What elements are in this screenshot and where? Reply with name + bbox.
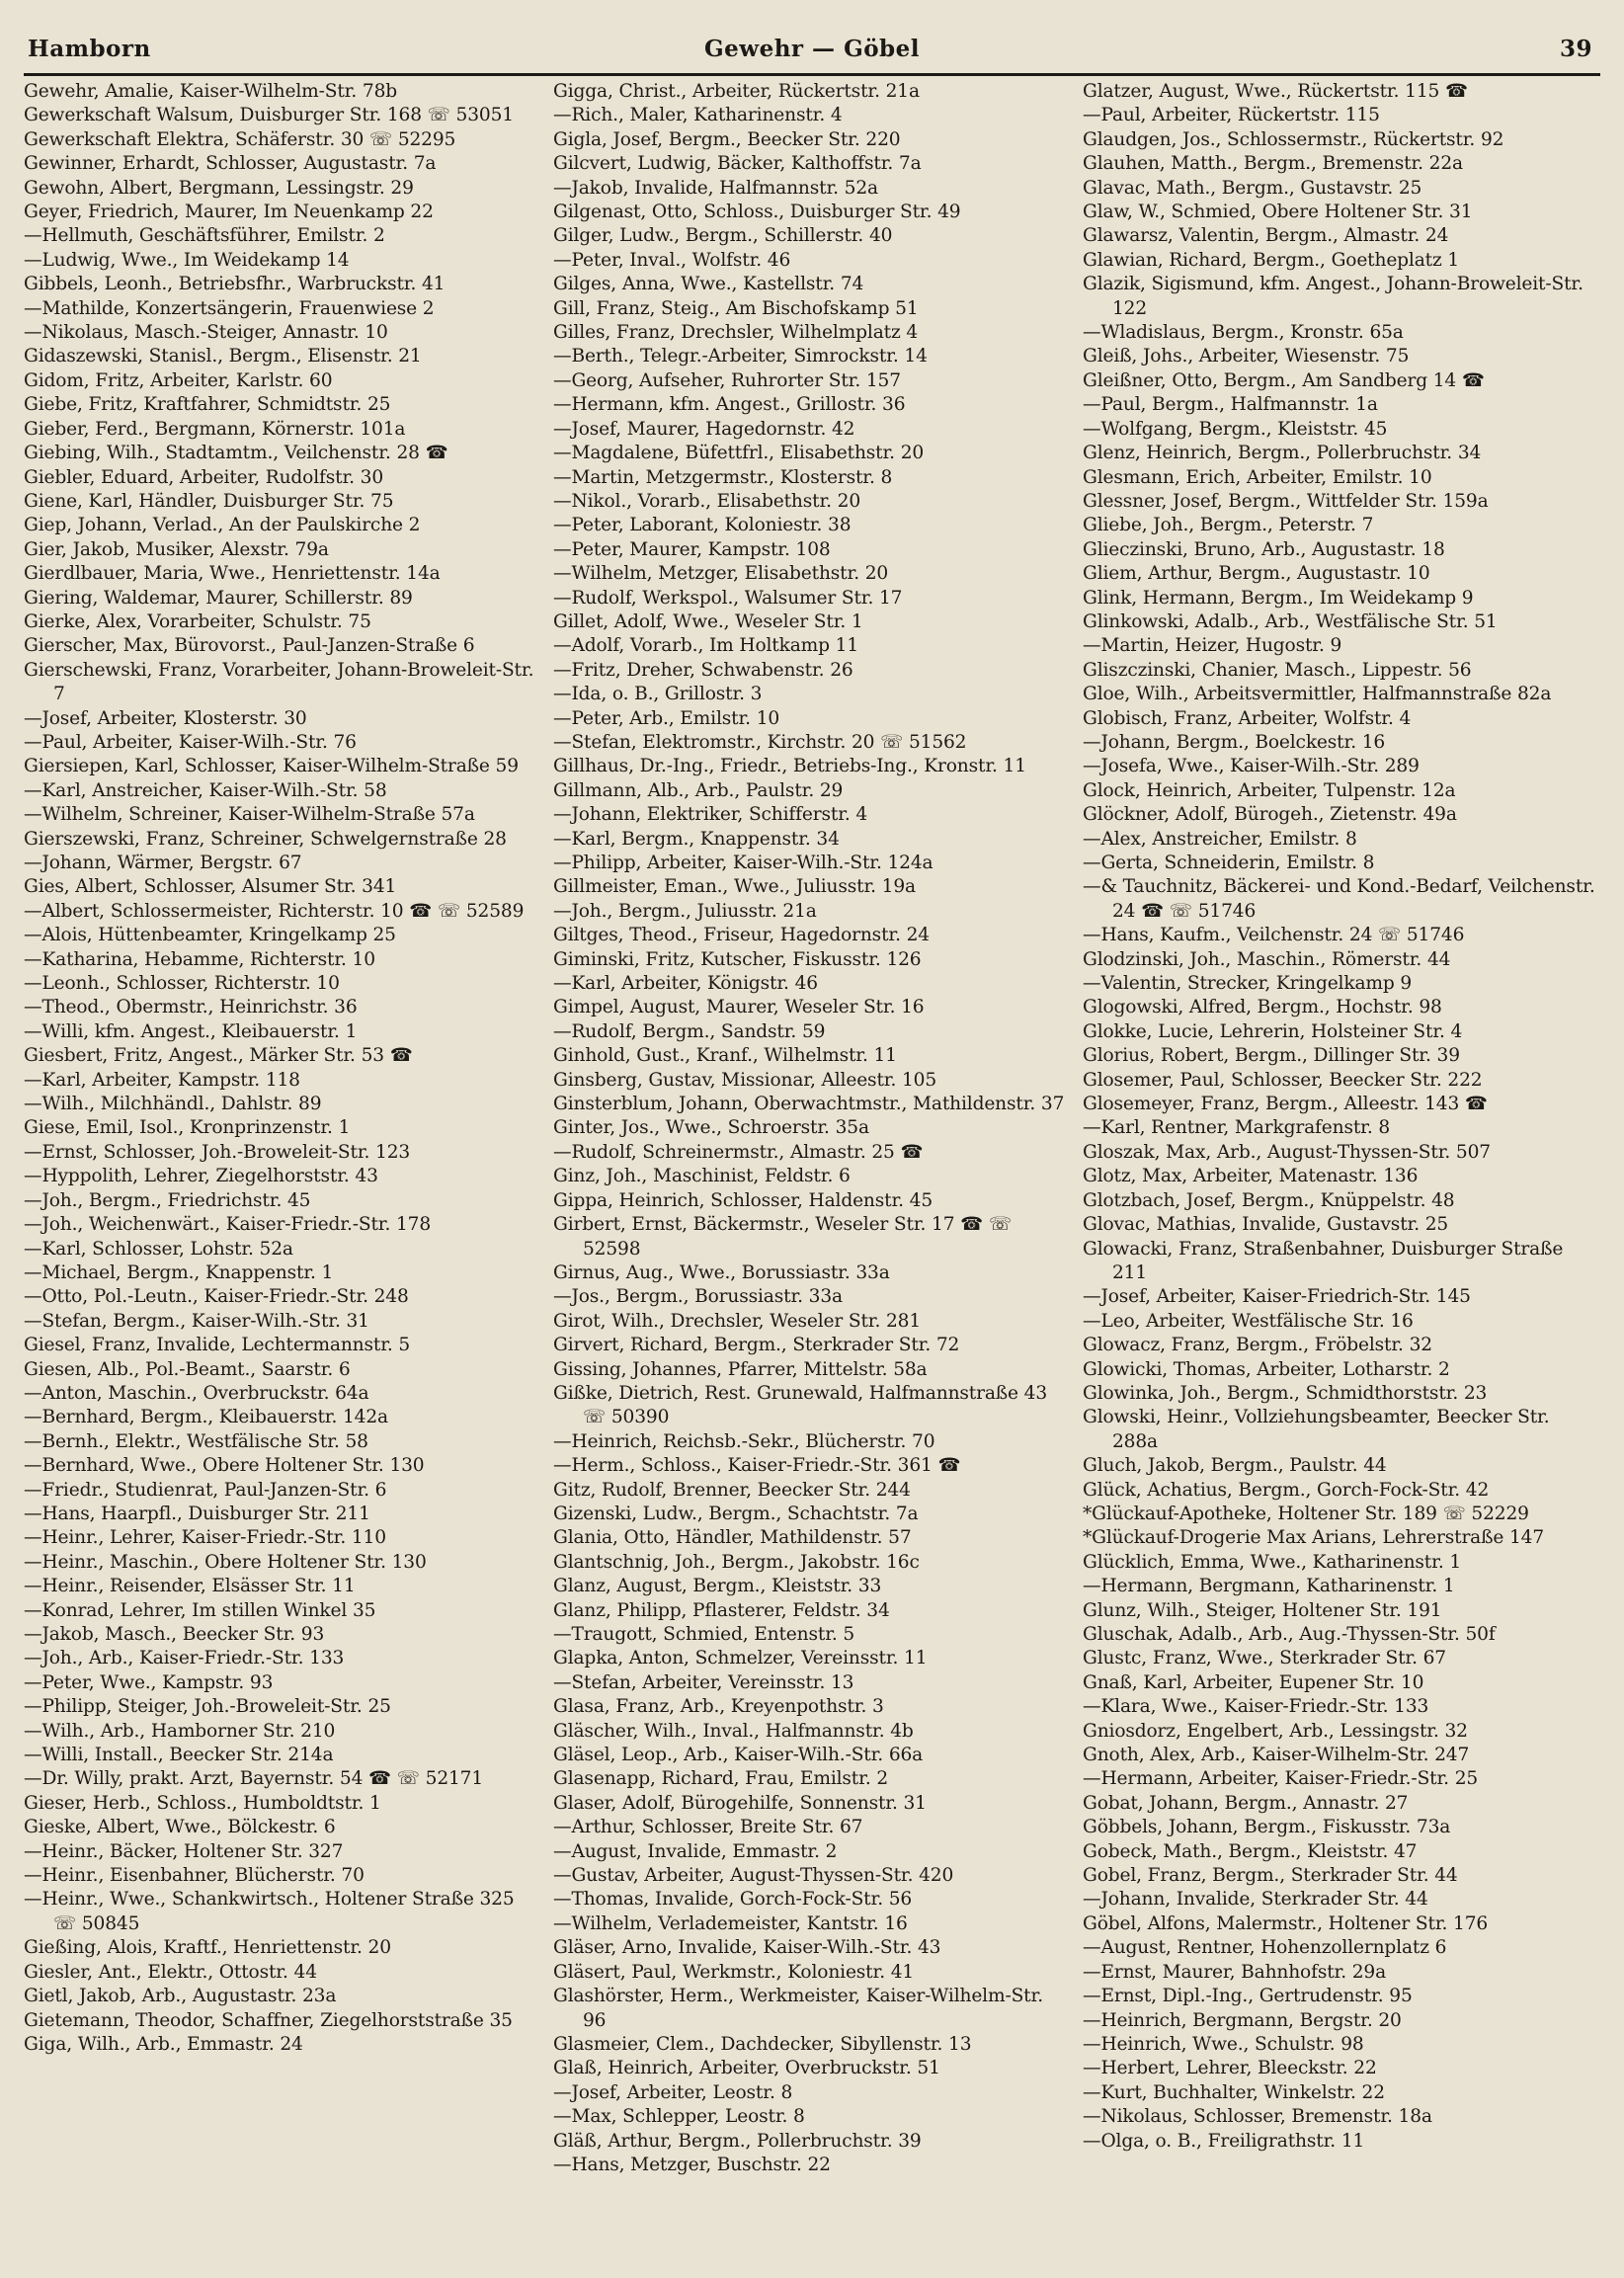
directory-entry: —Bernh., Elektr., Westfälische Str. 58 bbox=[24, 1430, 368, 1452]
directory-entry: —Peter, Maurer, Kampstr. 108 bbox=[553, 538, 831, 560]
directory-entry: Gliszczinski, Chanier, Masch., Lippestr. 56 bbox=[1083, 659, 1472, 681]
directory-entry: Glöckner, Adolf, Bürogeh., Zietenstr. 49a bbox=[1083, 804, 1457, 826]
directory-entry: Gewehr, Amalie, Kaiser-Wilhelm-Str. 78b bbox=[24, 81, 398, 102]
directory-entry: —Berth., Telegr.-Arbeiter, Simrockstr. 14 bbox=[553, 346, 928, 367]
directory-entry: Gierszewski, Franz, Schreiner, Schwelgernstraße 28 bbox=[24, 828, 507, 850]
directory-entry: Giga, Wilh., Arb., Emmastr. 24 bbox=[24, 2033, 303, 2055]
directory-entry: Gleißner, Otto, Bergm., Am Sandberg 14 ☎ bbox=[1083, 369, 1485, 391]
directory-entry: Giesler, Ant., Elektr., Ottostr. 44 bbox=[24, 1961, 317, 1983]
directory-entry: —Josef, Maurer, Hagedornstr. 42 bbox=[553, 418, 855, 440]
directory-entry: —Georg, Aufseher, Ruhrorter Str. 157 bbox=[553, 369, 901, 391]
directory-entry: Giebing, Wilh., Stadtamtm., Veilchenstr. 28 ☎ bbox=[24, 443, 448, 464]
directory-entry: Gietemann, Theodor, Schaffner, Ziegelhorststraße 35 bbox=[24, 2009, 513, 2031]
directory-entry: Gidaszewski, Stanisl., Bergm., Elisenstr. 21 bbox=[24, 346, 422, 367]
directory-entry: Gnaß, Karl, Arbeiter, Eupener Str. 10 bbox=[1083, 1671, 1424, 1693]
directory-entry: Glieczinski, Bruno, Arb., Augustastr. 18 bbox=[1083, 538, 1445, 560]
directory-entry: Gießing, Alois, Kraftf., Henriettenstr. 20 bbox=[24, 1937, 391, 1959]
directory-entry: —Johann, Bergm., Boelckestr. 16 bbox=[1083, 731, 1386, 753]
directory-entry: —Johann, Invalide, Sterkrader Str. 44 bbox=[1083, 1889, 1428, 1911]
directory-entry: Glauhen, Matth., Bergm., Bremenstr. 22a bbox=[1083, 153, 1463, 175]
directory-entry: Glenz, Heinrich, Bergm., Pollerbruchstr. 34 bbox=[1083, 443, 1482, 464]
directory-entry: Girnus, Aug., Wwe., Borussiastr. 33a bbox=[553, 1261, 890, 1283]
directory-entry: —Jakob, Invalide, Halfmannstr. 52a bbox=[553, 177, 878, 199]
directory-entry: Glashörster, Herm., Werkmeister, Kaiser-Wilhelm-Str. 96 bbox=[553, 1986, 1043, 2031]
directory-entry: —Wilhelm, Schreiner, Kaiser-Wilhelm-Straße 57a bbox=[24, 804, 475, 826]
directory-entry: Gloe, Wilh., Arbeitsvermittler, Halfmannstraße 82a bbox=[1083, 684, 1552, 705]
directory-entry: Glanz, August, Bergm., Kleiststr. 33 bbox=[553, 1576, 882, 1597]
directory-entry: Glokke, Lucie, Lehrerin, Holsteiner Str. 4 bbox=[1083, 1020, 1463, 1042]
directory-entry: Giep, Johann, Verlad., An der Paulskirche 2 bbox=[24, 515, 421, 536]
directory-entry: —Heinrich, Bergmann, Bergstr. 20 bbox=[1083, 2009, 1402, 2031]
directory-entry: Gläß, Arthur, Bergm., Pollerbruchstr. 39 bbox=[553, 2130, 922, 2152]
directory-entry: Glosemeyer, Franz, Bergm., Alleestr. 143 ☎ bbox=[1083, 1094, 1488, 1115]
directory-entry: Gläsert, Paul, Werkmstr., Koloniestr. 41 bbox=[553, 1961, 915, 1983]
directory-entry: Göbel, Alfons, Malermstr., Holtener Str. 176 bbox=[1083, 1912, 1489, 1934]
directory-entry: —Josef, Arbeiter, Kaiser-Friedrich-Str. 145 bbox=[1083, 1286, 1471, 1308]
directory-entry: —Herbert, Lehrer, Bleeckstr. 22 bbox=[1083, 2058, 1377, 2079]
directory-entry: Gläscher, Wilh., Inval., Halfmannstr. 4b bbox=[553, 1720, 914, 1742]
directory-entry: Glavac, Math., Bergm., Gustavstr. 25 bbox=[1083, 177, 1422, 199]
directory-entry: —Joh., Bergm., Juliusstr. 21a bbox=[553, 900, 817, 922]
directory-entry: Gilgenast, Otto, Schloss., Duisburger Str. 49 bbox=[553, 202, 961, 223]
directory-entry: Gibbels, Leonh., Betriebsfhr., Warbruckstr. 41 bbox=[24, 274, 446, 295]
directory-entry: Glücklich, Emma, Wwe., Katharinenstr. 1 bbox=[1083, 1551, 1462, 1573]
directory-entry: —Johann, Wärmer, Bergstr. 67 bbox=[24, 853, 302, 873]
directory-entry: —Arthur, Schlosser, Breite Str. 67 bbox=[553, 1817, 863, 1838]
directory-entry: —Mathilde, Konzertsängerin, Frauenwiese 2 bbox=[24, 297, 435, 319]
column-1 bbox=[24, 80, 541, 2177]
directory-entry: Ginter, Jos., Wwe., Schroerstr. 35a bbox=[553, 1117, 869, 1139]
directory-entry: —Josefa, Wwe., Kaiser-Wilh.-Str. 289 bbox=[1083, 756, 1420, 777]
directory-entry: Glowinka, Joh., Bergm., Schmidthorststr. 23 bbox=[1083, 1382, 1488, 1404]
directory-entry: Giesel, Franz, Invalide, Lechtermannstr. 5 bbox=[24, 1335, 411, 1356]
directory-entry: —Nikol., Vorarb., Elisabethstr. 20 bbox=[553, 490, 861, 512]
directory-entry: —Philipp, Steiger, Joh.-Broweleit-Str. 25 bbox=[24, 1696, 391, 1718]
directory-entry: —Klara, Wwe., Kaiser-Friedr.-Str. 133 bbox=[1083, 1696, 1429, 1718]
directory-entry: Glatzer, August, Wwe., Rückertstr. 115 ☎ bbox=[1083, 81, 1468, 102]
directory-entry: Gierke, Alex, Vorarbeiter, Schulstr. 75 bbox=[24, 610, 371, 632]
directory-entry: Glunz, Wilh., Steiger, Holtener Str. 191 bbox=[1083, 1599, 1442, 1621]
directory-entry: Göbbels, Johann, Bergm., Fiskusstr. 73a bbox=[1083, 1817, 1451, 1838]
directory-entry: —Paul, Arbeiter, Rückertstr. 115 bbox=[1083, 105, 1380, 126]
directory-entry: Gobeck, Math., Bergm., Kleiststr. 47 bbox=[1083, 1840, 1418, 1862]
directory-entry: Girot, Wilh., Drechsler, Weseler Str. 281 bbox=[553, 1310, 922, 1332]
directory-entry: —Karl, Anstreicher, Kaiser-Wilh.-Str. 58 bbox=[24, 779, 387, 801]
directory-entry: Gobel, Franz, Bergm., Sterkrader Str. 44 bbox=[1083, 1865, 1458, 1887]
directory-entry: Gillet, Adolf, Wwe., Weseler Str. 1 bbox=[553, 610, 863, 632]
directory-entry: Glessner, Josef, Bergm., Wittfelder Str. 159a bbox=[1083, 490, 1489, 512]
directory-entry: Gierscher, Max, Bürovorst., Paul-Janzen-Straße 6 bbox=[24, 635, 475, 657]
directory-entry: Ginsterblum, Johann, Oberwachtmstr., Mathildenstr. 37 bbox=[553, 1094, 1065, 1115]
directory-entry: —Nikolaus, Masch.-Steiger, Annastr. 10 bbox=[24, 322, 388, 344]
directory-entry: —Wilh., Arb., Hamborner Str. 210 bbox=[24, 1720, 336, 1742]
directory-entry: —Friedr., Studienrat, Paul-Janzen-Str. 6 bbox=[24, 1479, 387, 1501]
directory-entry: —& Tauchnitz, Bäckerei- und Kond.-Bedarf, Veilchenstr. 24 ☎ ☏ 51746 bbox=[1083, 876, 1595, 922]
directory-entry: Giese, Emil, Isol., Kronprinzenstr. 1 bbox=[24, 1117, 351, 1139]
directory-entry: —Theod., Obermstr., Heinrichstr. 36 bbox=[24, 997, 358, 1018]
column-2 bbox=[553, 80, 1071, 2177]
directory-entry: —Rich., Maler, Katharinenstr. 4 bbox=[553, 105, 843, 126]
directory-entry: Giltges, Theod., Friseur, Hagedornstr. 24 bbox=[553, 925, 930, 946]
directory-entry: *Glückauf-Drogerie Max Arians, Lehrerstraße 147 bbox=[1083, 1527, 1545, 1549]
directory-entry: —Hermann, Arbeiter, Kaiser-Friedr.-Str. 25 bbox=[1083, 1768, 1479, 1790]
directory-entry: —Wladislaus, Bergm., Kronstr. 65a bbox=[1083, 322, 1404, 344]
directory-entry: Geyer, Friedrich, Maurer, Im Neuenkamp 22 bbox=[24, 202, 434, 223]
directory-entry: —Joh., Arb., Kaiser-Friedr.-Str. 133 bbox=[24, 1648, 345, 1669]
directory-entry: —Ludwig, Wwe., Im Weidekamp 14 bbox=[24, 249, 350, 271]
directory-entry: Glaser, Adolf, Bürogehilfe, Sonnenstr. 31 bbox=[553, 1792, 927, 1814]
directory-entry: Gliem, Arthur, Bergm., Augustastr. 10 bbox=[1083, 563, 1430, 585]
directory-entry: —Valentin, Strecker, Kringelkamp 9 bbox=[1083, 973, 1413, 995]
directory-entry: Gieber, Ferd., Bergmann, Körnerstr. 101a bbox=[24, 418, 406, 440]
directory-entry: —Fritz, Dreher, Schwabenstr. 26 bbox=[553, 659, 853, 681]
directory-entry: —Alois, Hüttenbeamter, Kringelkamp 25 bbox=[24, 925, 396, 946]
directory-entry: —Heinrich, Wwe., Schulstr. 98 bbox=[1083, 2033, 1364, 2055]
directory-entry: —Leo, Arbeiter, Westfälische Str. 16 bbox=[1083, 1310, 1414, 1332]
directory-entry: —Adolf, Vorarb., Im Holtkamp 11 bbox=[553, 635, 859, 657]
directory-entry: Gißke, Dietrich, Rest. Grunewald, Halfmannstraße 43 ☏ 50390 bbox=[553, 1382, 1048, 1428]
directory-entry: —Stefan, Arbeiter, Vereinsstr. 13 bbox=[553, 1671, 854, 1693]
directory-entry: Glasenapp, Richard, Frau, Emilstr. 2 bbox=[553, 1768, 889, 1790]
directory-entry: —Karl, Arbeiter, Kampstr. 118 bbox=[24, 1069, 300, 1091]
directory-entry: —Jakob, Masch., Beecker Str. 93 bbox=[24, 1624, 325, 1645]
directory-entry: Gluch, Jakob, Bergm., Paulstr. 44 bbox=[1083, 1455, 1387, 1477]
directory-entry: —Wilhelm, Metzger, Elisabethstr. 20 bbox=[553, 563, 889, 585]
directory-entry: Glück, Achatius, Bergm., Gorch-Fock-Str. 42 bbox=[1083, 1479, 1490, 1501]
directory-entry: Giersiepen, Karl, Schlosser, Kaiser-Wilhelm-Straße 59 bbox=[24, 756, 519, 777]
directory-entry: —Peter, Inval., Wolfstr. 46 bbox=[553, 249, 791, 271]
directory-entry: —Magdalene, Büfettfrl., Elisabethstr. 20 bbox=[553, 443, 925, 464]
directory-entry: Glantschnig, Joh., Bergm., Jakobstr. 16c bbox=[553, 1551, 920, 1573]
directory-entry: Gewohn, Albert, Bergmann, Lessingstr. 29 bbox=[24, 177, 414, 199]
directory-entry: Gloszak, Max, Arb., August-Thyssen-Str. 507 bbox=[1083, 1141, 1491, 1163]
directory-entry: Glovac, Mathias, Invalide, Gustavstr. 25 bbox=[1083, 1214, 1449, 1236]
directory-entry: Glotz, Max, Arbeiter, Matenastr. 136 bbox=[1083, 1166, 1419, 1187]
directory-entry: Gierschewski, Franz, Vorarbeiter, Johann-Broweleit-Str. 7 bbox=[24, 659, 534, 705]
directory-entry: Gillmeister, Eman., Wwe., Juliusstr. 19a bbox=[553, 876, 916, 898]
directory-entry: —Gerta, Schneiderin, Emilstr. 8 bbox=[1083, 853, 1375, 873]
directory-entry: —Martin, Heizer, Hugostr. 9 bbox=[1083, 635, 1342, 657]
directory-entry: —Kurt, Buchhalter, Winkelstr. 22 bbox=[1083, 2081, 1385, 2103]
directory-entry: Gewerkschaft Elektra, Schäferstr. 30 ☏ 52295 bbox=[24, 128, 456, 150]
directory-entry: Giesbert, Fritz, Angest., Märker Str. 53 ☎ bbox=[24, 1045, 413, 1067]
column-3 bbox=[1083, 80, 1600, 2177]
directory-entry: —Josef, Arbeiter, Klosterstr. 30 bbox=[24, 707, 307, 729]
directory-entry: Gniosdorz, Engelbert, Arb., Lessingstr. 32 bbox=[1083, 1720, 1468, 1742]
directory-entry: —Hermann, Bergmann, Katharinenstr. 1 bbox=[1083, 1576, 1455, 1597]
directory-entry: —Max, Schlepper, Leostr. 8 bbox=[553, 2106, 805, 2128]
directory-entry: Glanz, Philipp, Pflasterer, Feldstr. 34 bbox=[553, 1599, 890, 1621]
directory-entry: Gliebe, Joh., Bergm., Peterstr. 7 bbox=[1083, 515, 1374, 536]
directory-entry: —Ida, o. B., Grillostr. 3 bbox=[553, 684, 763, 705]
directory-entry: Gietl, Jakob, Arb., Augustastr. 23a bbox=[24, 1986, 337, 2007]
directory-entry: Glowacz, Franz, Bergm., Fröbelstr. 32 bbox=[1083, 1335, 1432, 1356]
directory-entry: Gippa, Heinrich, Schlosser, Haldenstr. 45 bbox=[553, 1189, 934, 1211]
directory-entry: Glink, Hermann, Bergm., Im Weidekamp 9 bbox=[1083, 587, 1474, 609]
directory-entry: —Heinr., Lehrer, Kaiser-Friedr.-Str. 110 bbox=[24, 1527, 386, 1549]
directory-entry: —Gustav, Arbeiter, August-Thyssen-Str. 420 bbox=[553, 1865, 954, 1887]
directory-entry: —Bernhard, Bergm., Kleibauerstr. 142a bbox=[24, 1407, 388, 1428]
directory-entry: Giesen, Alb., Pol.-Beamt., Saarstr. 6 bbox=[24, 1358, 351, 1380]
directory-entry: Gobat, Johann, Bergm., Annastr. 27 bbox=[1083, 1792, 1409, 1814]
directory-entry: —Ernst, Dipl.-Ing., Gertrudenstr. 95 bbox=[1083, 1986, 1413, 2007]
directory-entry: —Hellmuth, Geschäftsführer, Emilstr. 2 bbox=[24, 225, 385, 247]
directory-entry: —Ernst, Schlosser, Joh.-Broweleit-Str. 123 bbox=[24, 1141, 411, 1163]
directory-entry: Gluschak, Adalb., Arb., Aug.-Thyssen-Str. 50f bbox=[1083, 1624, 1496, 1645]
directory-entry: Glosemer, Paul, Schlosser, Beecker Str. 222 bbox=[1083, 1069, 1483, 1091]
directory-entry: Glaudgen, Jos., Schlossermstr., Rückertstr. 92 bbox=[1083, 128, 1504, 150]
directory-entry: —Heinrich, Reichsb.-Sekr., Blücherstr. 70 bbox=[553, 1430, 935, 1452]
directory-entry: —Peter, Wwe., Kampstr. 93 bbox=[24, 1671, 274, 1693]
directory-entry: —Anton, Maschin., Overbruckstr. 64a bbox=[24, 1382, 369, 1404]
directory-entry: —Heinr., Wwe., Schankwirtsch., Holtener Straße 325 ☏ 50845 bbox=[24, 1889, 515, 1934]
directory-entry: Glasa, Franz, Arb., Kreyenpothstr. 3 bbox=[553, 1696, 884, 1718]
directory-entry: —Stefan, Elektromstr., Kirchstr. 20 ☏ 51562 bbox=[553, 731, 967, 753]
directory-entry: —Karl, Bergm., Knappenstr. 34 bbox=[553, 828, 840, 850]
directory-entry: —Hans, Metzger, Buschstr. 22 bbox=[553, 2154, 831, 2175]
directory-entry: —Heinr., Bäcker, Holtener Str. 327 bbox=[24, 1840, 344, 1862]
directory-entry: Gillhaus, Dr.-Ing., Friedr., Betriebs-Ing., Kronstr. 11 bbox=[553, 756, 1026, 777]
directory-entry: —Paul, Bergm., Halfmannstr. 1a bbox=[1083, 394, 1378, 416]
directory-entry: Gierdlbauer, Maria, Wwe., Henriettenstr. 14a bbox=[24, 563, 441, 585]
directory-entry: —Rudolf, Werkspol., Walsumer Str. 17 bbox=[553, 587, 903, 609]
directory-entry: —Heinr., Maschin., Obere Holtener Str. 130 bbox=[24, 1551, 427, 1573]
directory-entry: —Joh., Bergm., Friedrichstr. 45 bbox=[24, 1189, 311, 1211]
directory-entry: —Rudolf, Bergm., Sandstr. 59 bbox=[553, 1020, 826, 1042]
directory-entry: Glawian, Richard, Bergm., Goetheplatz 1 bbox=[1083, 249, 1460, 271]
directory-entry: Glowacki, Franz, Straßenbahner, Duisburger Straße 211 bbox=[1083, 1238, 1564, 1283]
directory-entry: Glaß, Heinrich, Arbeiter, Overbruckstr. 51 bbox=[553, 2058, 940, 2079]
directory-entry: Girvert, Richard, Bergm., Sterkrader Str. 72 bbox=[553, 1335, 960, 1356]
directory-entry: —Olga, o. B., Freiligrathstr. 11 bbox=[1083, 2130, 1365, 2152]
directory-entry: —Stefan, Bergm., Kaiser-Wilh.-Str. 31 bbox=[24, 1310, 369, 1332]
directory-entry: Glowicki, Thomas, Arbeiter, Lotharstr. 2 bbox=[1083, 1358, 1450, 1380]
directory-entry: Glasmeier, Clem., Dachdecker, Sibyllenstr. 13 bbox=[553, 2033, 972, 2055]
directory-entry: —Karl, Arbeiter, Königstr. 46 bbox=[553, 973, 818, 995]
directory-entry: —Dr. Willy, prakt. Arzt, Bayernstr. 54 ☎ ☏ 52171 bbox=[24, 1768, 484, 1790]
directory-entry: —August, Invalide, Emmastr. 2 bbox=[553, 1840, 838, 1862]
directory-entry: Gieser, Herb., Schloss., Humboldtstr. 1 bbox=[24, 1792, 381, 1814]
directory-entry: Giene, Karl, Händler, Duisburger Str. 75 bbox=[24, 490, 394, 512]
directory-entry: —Willi, kfm. Angest., Kleibauerstr. 1 bbox=[24, 1020, 358, 1042]
directory-entry: —Hans, Haarpfl., Duisburger Str. 211 bbox=[24, 1503, 370, 1524]
directory-entry: —Alex, Anstreicher, Emilstr. 8 bbox=[1083, 828, 1357, 850]
directory-entry: —Nikolaus, Schlosser, Bremenstr. 18a bbox=[1083, 2106, 1432, 2128]
directory-entry: —Willi, Install., Beecker Str. 214a bbox=[24, 1745, 334, 1766]
directory-entry: Gleiß, Johs., Arbeiter, Wiesenstr. 75 bbox=[1083, 346, 1410, 367]
directory-entry: Glustc, Franz, Wwe., Sterkrader Str. 67 bbox=[1083, 1648, 1446, 1669]
page-header bbox=[24, 30, 1600, 76]
directory-entry: —Rudolf, Schreinermstr., Almastr. 25 ☎ bbox=[553, 1141, 924, 1163]
directory-entry: —Konrad, Lehrer, Im stillen Winkel 35 bbox=[24, 1599, 376, 1621]
directory-entry: —Otto, Pol.-Leutn., Kaiser-Friedr.-Str. 248 bbox=[24, 1286, 409, 1308]
directory-entry: Gier, Jakob, Musiker, Alexstr. 79a bbox=[24, 538, 329, 560]
directory-entry: —Heinr., Eisenbahner, Blücherstr. 70 bbox=[24, 1865, 365, 1887]
directory-entry: Giebe, Fritz, Kraftfahrer, Schmidtstr. 25 bbox=[24, 394, 391, 416]
directory-entry: Ginhold, Gust., Kranf., Wilhelmstr. 11 bbox=[553, 1045, 897, 1067]
directory-entry: —Herm., Schloss., Kaiser-Friedr.-Str. 361 ☎ bbox=[553, 1455, 961, 1477]
directory-entry: —Wilhelm, Verlademeister, Kantstr. 16 bbox=[553, 1912, 908, 1934]
directory-entry: —Paul, Arbeiter, Kaiser-Wilh.-Str. 76 bbox=[24, 731, 357, 753]
directory-entry: —Albert, Schlossermeister, Richterstr. 10 ☎ ☏ 52589 bbox=[24, 900, 525, 922]
directory-entry: —Hyppolith, Lehrer, Ziegelhorststr. 43 bbox=[24, 1166, 378, 1187]
directory-entry: —Katharina, Hebamme, Richterstr. 10 bbox=[24, 948, 375, 970]
directory-entry: Glesmann, Erich, Arbeiter, Emilstr. 10 bbox=[1083, 466, 1432, 488]
header-name-range: Gewehr — Göbel bbox=[704, 36, 920, 62]
directory-entry: —Peter, Laborant, Koloniestr. 38 bbox=[553, 515, 852, 536]
directory-entry: Gewinner, Erhardt, Schlosser, Augustastr. 7a bbox=[24, 153, 437, 175]
directory-entry: Glowski, Heinr., Vollziehungsbeamter, Beecker Str. 288a bbox=[1083, 1407, 1550, 1452]
directory-entry: —Karl, Rentner, Markgrafenstr. 8 bbox=[1083, 1117, 1391, 1139]
directory-entry: —Leonh., Schlosser, Richterstr. 10 bbox=[24, 973, 340, 995]
directory-entry: Globisch, Franz, Arbeiter, Wolfstr. 4 bbox=[1083, 707, 1412, 729]
directory-entry: Glazik, Sigismund, kfm. Angest., Johann-Broweleit-Str. 122 bbox=[1083, 274, 1583, 319]
directory-entry: —Philipp, Arbeiter, Kaiser-Wilh.-Str. 124a bbox=[553, 853, 934, 873]
directory-entry: Gilger, Ludw., Bergm., Schillerstr. 40 bbox=[553, 225, 893, 247]
directory-entry: —Wolfgang, Bergm., Kleiststr. 45 bbox=[1083, 418, 1388, 440]
directory-entry: Gilles, Franz, Drechsler, Wilhelmplatz 4 bbox=[553, 322, 919, 344]
directory-entry: —Joh., Weichenwärt., Kaiser-Friedr.-Str. 178 bbox=[24, 1214, 432, 1236]
directory-entry: Gigla, Josef, Bergm., Beecker Str. 220 bbox=[553, 128, 901, 150]
directory-entry: Gieske, Albert, Wwe., Bölckestr. 6 bbox=[24, 1817, 336, 1838]
directory-entry: Gilcvert, Ludwig, Bäcker, Kalthoffstr. 7a bbox=[553, 153, 922, 175]
header-place: Hamborn bbox=[28, 36, 151, 62]
directory-entry: —August, Rentner, Hohenzollernplatz 6 bbox=[1083, 1937, 1447, 1959]
directory-entry: Glorius, Robert, Bergm., Dillinger Str. 39 bbox=[1083, 1045, 1460, 1067]
directory-entry: Gitz, Rudolf, Brenner, Beecker Str. 244 bbox=[553, 1479, 911, 1501]
directory-entry: Glawarsz, Valentin, Bergm., Almastr. 24 bbox=[1083, 225, 1449, 247]
directory-entry: Gies, Albert, Schlosser, Alsumer Str. 341 bbox=[24, 876, 397, 898]
directory-entry: Gill, Franz, Steig., Am Bischofskamp 51 bbox=[553, 297, 919, 319]
entry-columns bbox=[24, 80, 1600, 2177]
directory-entry: —Josef, Arbeiter, Leostr. 8 bbox=[553, 2081, 793, 2103]
directory-entry: Gillmann, Alb., Arb., Paulstr. 29 bbox=[553, 779, 844, 801]
directory-entry: —Johann, Elektriker, Schifferstr. 4 bbox=[553, 804, 868, 826]
directory-entry: Gizenski, Ludw., Bergm., Schachtstr. 7a bbox=[553, 1503, 919, 1524]
directory-entry: —Peter, Arb., Emilstr. 10 bbox=[553, 707, 780, 729]
directory-entry: —Hans, Kaufm., Veilchenstr. 24 ☏ 51746 bbox=[1083, 925, 1465, 946]
directory-entry: —Hermann, kfm. Angest., Grillostr. 36 bbox=[553, 394, 906, 416]
directory-entry: Glock, Heinrich, Arbeiter, Tulpenstr. 12a bbox=[1083, 779, 1456, 801]
directory-entry: Glodzinski, Joh., Maschin., Römerstr. 44 bbox=[1083, 948, 1451, 970]
directory-entry: Gimpel, August, Maurer, Weseler Str. 16 bbox=[553, 997, 925, 1018]
directory-entry: Giering, Waldemar, Maurer, Schillerstr. 89 bbox=[24, 587, 413, 609]
directory-entry: —Martin, Metzgermstr., Klosterstr. 8 bbox=[553, 466, 893, 488]
directory-entry: Glogowski, Alfred, Bergm., Hochstr. 98 bbox=[1083, 997, 1442, 1018]
directory-entry: Gewerkschaft Walsum, Duisburger Str. 168 ☏ 53051 bbox=[24, 105, 514, 126]
page-number: 39 bbox=[1559, 36, 1592, 62]
directory-entry: *Glückauf-Apotheke, Holtener Str. 189 ☏ 52229 bbox=[1083, 1503, 1529, 1524]
directory-entry: Gilges, Anna, Wwe., Kastellstr. 74 bbox=[553, 274, 864, 295]
directory-entry: Glaw, W., Schmied, Obere Holtener Str. 31 bbox=[1083, 202, 1473, 223]
directory-entry: —Heinr., Reisender, Elsässer Str. 11 bbox=[24, 1576, 356, 1597]
directory-entry: Gidom, Fritz, Arbeiter, Karlstr. 60 bbox=[24, 369, 333, 391]
directory-entry: Glotzbach, Josef, Bergm., Knüppelstr. 48 bbox=[1083, 1189, 1455, 1211]
directory-entry: Gigga, Christ., Arbeiter, Rückertstr. 21a bbox=[553, 81, 920, 102]
directory-entry: —Michael, Bergm., Knappenstr. 1 bbox=[24, 1261, 334, 1283]
directory-entry: —Wilh., Milchhändl., Dahlstr. 89 bbox=[24, 1094, 322, 1115]
directory-entry: Gläsel, Leop., Arb., Kaiser-Wilh.-Str. 66a bbox=[553, 1745, 924, 1766]
directory-entry: Glinkowski, Adalb., Arb., Westfälische Str. 51 bbox=[1083, 610, 1498, 632]
directory-entry: Ginsberg, Gustav, Missionar, Alleestr. 105 bbox=[553, 1069, 937, 1091]
directory-entry: Ginz, Joh., Maschinist, Feldstr. 6 bbox=[553, 1166, 851, 1187]
directory-entry: —Traugott, Schmied, Entenstr. 5 bbox=[553, 1624, 855, 1645]
directory-entry: —Karl, Schlosser, Lohstr. 52a bbox=[24, 1238, 293, 1260]
directory-entry: —Thomas, Invalide, Gorch-Fock-Str. 56 bbox=[553, 1889, 913, 1911]
directory-entry: Glania, Otto, Händler, Mathildenstr. 57 bbox=[553, 1527, 912, 1549]
directory-entry: —Ernst, Maurer, Bahnhofstr. 29a bbox=[1083, 1961, 1387, 1983]
directory-entry: Glapka, Anton, Schmelzer, Vereinsstr. 11 bbox=[553, 1648, 928, 1669]
directory-entry: Giminski, Fritz, Kutscher, Fiskusstr. 126 bbox=[553, 948, 922, 970]
directory-entry: Gissing, Johannes, Pfarrer, Mittelstr. 58a bbox=[553, 1358, 928, 1380]
directory-entry: —Jos., Bergm., Borussiastr. 33a bbox=[553, 1286, 843, 1308]
directory-entry: Girbert, Ernst, Bäckermstr., Weseler Str. 17 ☎ ☏ 52598 bbox=[553, 1214, 1013, 1260]
directory-entry: Giebler, Eduard, Arbeiter, Rudolfstr. 30 bbox=[24, 466, 384, 488]
directory-entry: Gnoth, Alex, Arb., Kaiser-Wilhelm-Str. 247 bbox=[1083, 1745, 1470, 1766]
directory-entry: —Bernhard, Wwe., Obere Holtener Str. 130 bbox=[24, 1455, 425, 1477]
directory-entry: Gläser, Arno, Invalide, Kaiser-Wilh.-Str. 43 bbox=[553, 1937, 941, 1959]
